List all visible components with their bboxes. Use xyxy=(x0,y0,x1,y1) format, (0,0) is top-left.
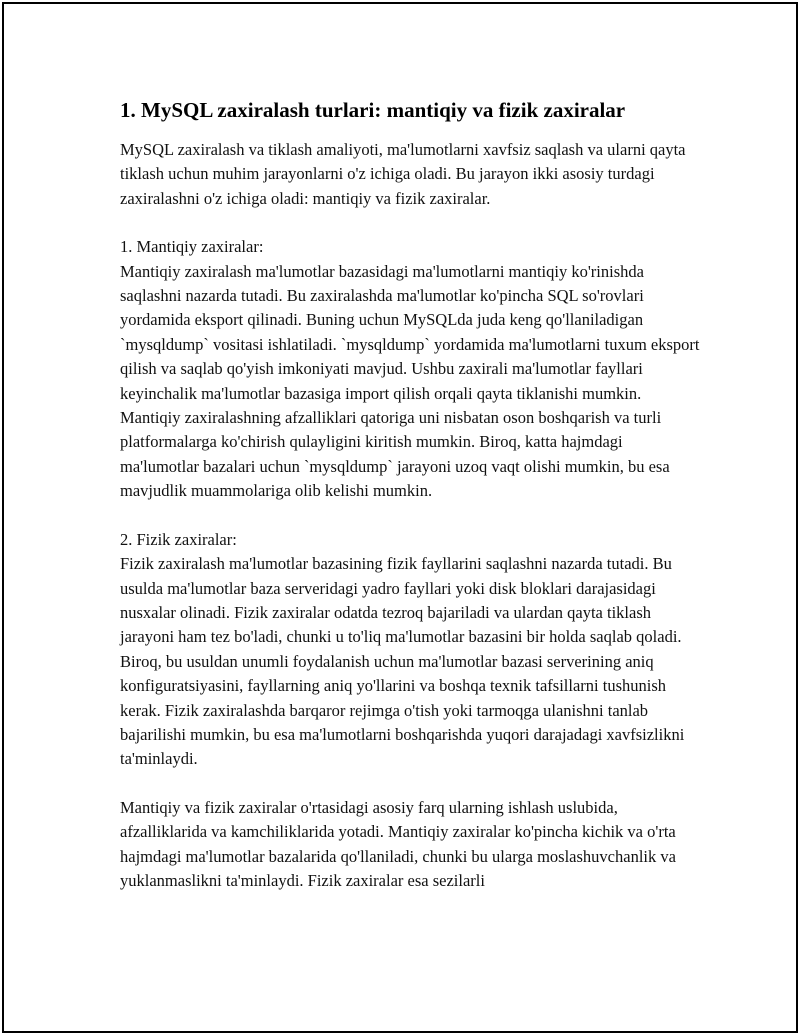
paragraph-comparison: Mantiqiy va fizik zaxiralar o'rtasidagi asosiy farq ularning ishlash uslubida, afzalliklarida va kamchiliklarida yotadi. Mantiqiy zaxiralar ko'pincha kichik va o'rta hajmdagi ma'lumotlar bazalarida qo'llaniladi, chunki bu ularga moslashuvchanlik va yuklanmaslikni ta'minlaydi. Fizik zaxiralar esa sezilarli xyxy=(120,797,676,890)
paragraph-intro: MySQL zaxiralash va tiklash amaliyoti, ma'lumotlarni xavfsiz saqlash va ularni qayta tiklash uchun muhim jarayonlarni o'z ichiga oladi. Bu jarayon ikki asosiy turdagi zaxiralashni o'z ichiga oladi: mantiqiy va fizik zaxiralar. xyxy=(120,140,686,208)
page-frame xyxy=(2,2,798,1033)
document-body xyxy=(120,96,700,917)
paragraph-physical-backups: 2. Fizik zaxiralar: Fizik zaxiralash ma'lumotlar bazasining fizik fayllarini saqlashni nazarda tutadi. Bu usulda ma'lumotlar baza serveridagi yadro fayllari yoki disk bloklari darajasidagi nusxalar olinadi. Fizik zaxiralar odatda tezroq bajariladi va ulardan qayta tiklash jarayoni ham tez bo'ladi, chunki u to'liq ma'lumotlar bazasini bir holda saqlab qoladi. Biroq, bu usuldan unumli foydalanish uchun ma'lumotlar bazasi serverining aniq konfiguratsiyasini, fayllarning aniq yo'llarini va boshqa texnik tafsillarni tushunish kerak. Fizik zaxiralashda barqaror rejimga o'tish yoki tarmoqga ulanishni tanlab bajarilishi mumkin, bu esa ma'lumotlarni boshqarishda yuqori darajadagi xavfsizlikni ta'minlaydi. xyxy=(120,529,685,769)
document-title: 1. MySQL zaxiralash turlari: mantiqiy va fizik zaxiralar xyxy=(120,98,626,122)
paragraph-logical-backups: 1. Mantiqiy zaxiralar: Mantiqiy zaxiralash ma'lumotlar bazasidagi ma'lumotlarni mantiqiy ko'rinishda saqlashni nazarda tutadi. Bu zaxiralashda ma'lumotlar ko'pincha SQL so'rovlari yordamida eksport qilinadi. Buning uchun MySQLda juda keng qo'llaniladigan `mysqldump` vositasi ishlatiladi. `mysqldump` yordamida ma'lumotlarni tuxum eksport qilish va saqlab qo'yish imkoniyati mavjud. Ushbu zaxirali ma'lumotlar fayllari keyinchalik ma'lumotlar bazasiga import qilish orqali qayta tiklanishi mumkin. Mantiqiy zaxiralashning afzalliklari qatoriga uni nisbatan oson boshqarish va turli platformalarga ko'chirish qulayligini kiritish mumkin. Biroq, katta hajmdagi ma'lumotlar bazalari uchun `mysqldump` jarayoni uzoq vaqt olishi mumkin, bu esa mavjudlik muammolariga olib kelishi mumkin. xyxy=(120,237,700,501)
